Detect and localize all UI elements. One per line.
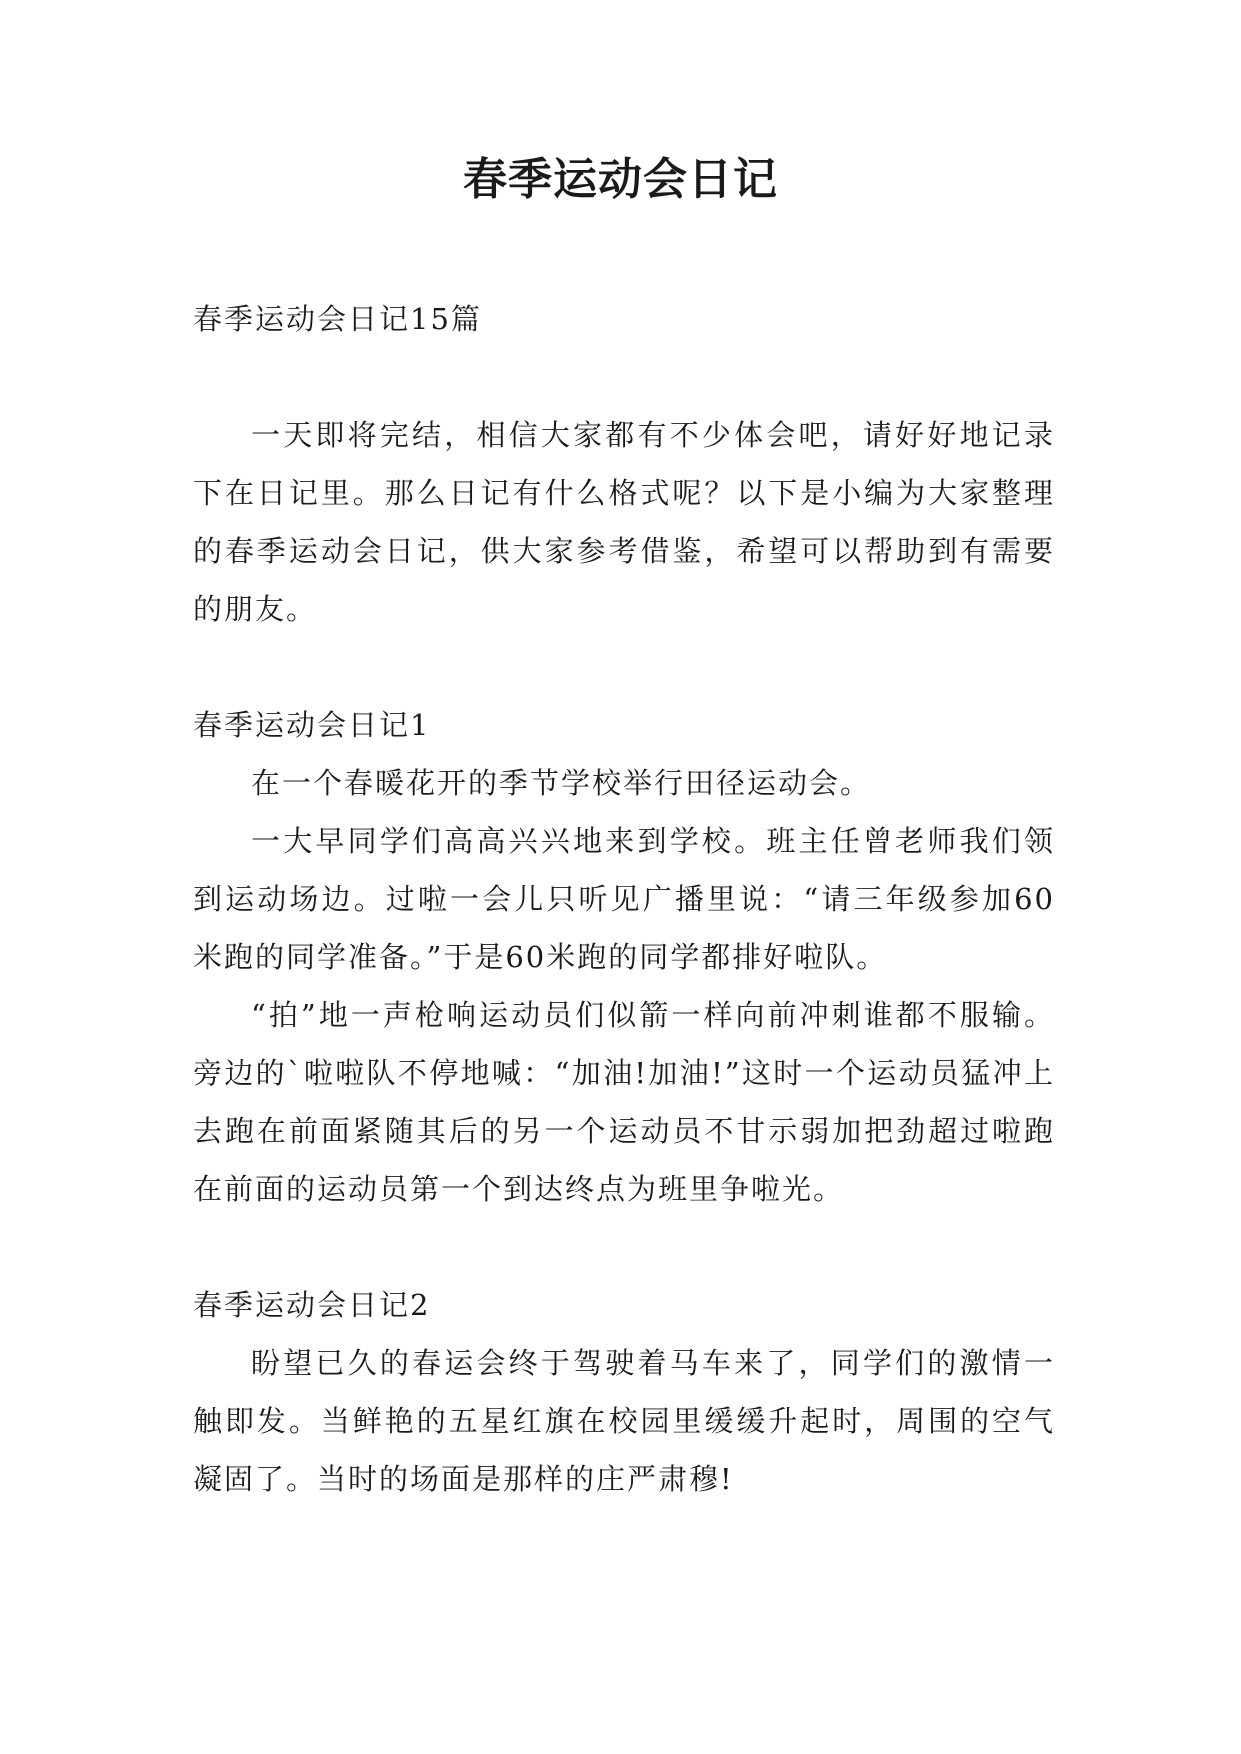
- document-title: 春季运动会日记: [463, 154, 778, 205]
- section1-paragraph: “拍”地一声枪响运动员们似箭一样向前冲刺谁都不服输。旁边的`啦啦队不停地喊：“加油!加油!”这时一个运动员猛冲上去跑在前面紧随其后的另一个运动员不甘示弱加把劲超过啦跑在前面的运动员第一个到达终点为班里争啦光。: [193, 998, 1055, 1206]
- section2-paragraph: 盼望已久的春运会终于驾驶着马车来了，同学们的激情一触即发。当鲜艳的五星红旗在校园里缓缓升起时，周围的空气凝固了。当时的场面是那样的庄严肃穆!: [193, 1346, 1055, 1496]
- intro-paragraph: 一天即将完结，相信大家都有不少体会吧，请好好地记录下在日记里。那么日记有什么格式呢？以下是小编为大家整理的春季运动会日记，供大家参考借鉴，希望可以帮助到有需要的朋友。: [193, 418, 1055, 626]
- section1-paragraph: 一大早同学们高高兴兴地来到学校。班主任曾老师我们领到运动场边。过啦一会儿只听见广播里说：“请三年级参加60米跑的同学准备。”于是60米跑的同学都排好啦队。: [193, 824, 1055, 974]
- section-heading-2: 春季运动会日记2: [193, 1288, 431, 1322]
- section1-paragraph: 在一个春暖花开的季节学校举行田径运动会。: [251, 766, 872, 800]
- document-body: [193, 290, 1055, 1508]
- document-subtitle: 春季运动会日记15篇: [193, 302, 482, 336]
- section-heading-1: 春季运动会日记1: [193, 708, 431, 742]
